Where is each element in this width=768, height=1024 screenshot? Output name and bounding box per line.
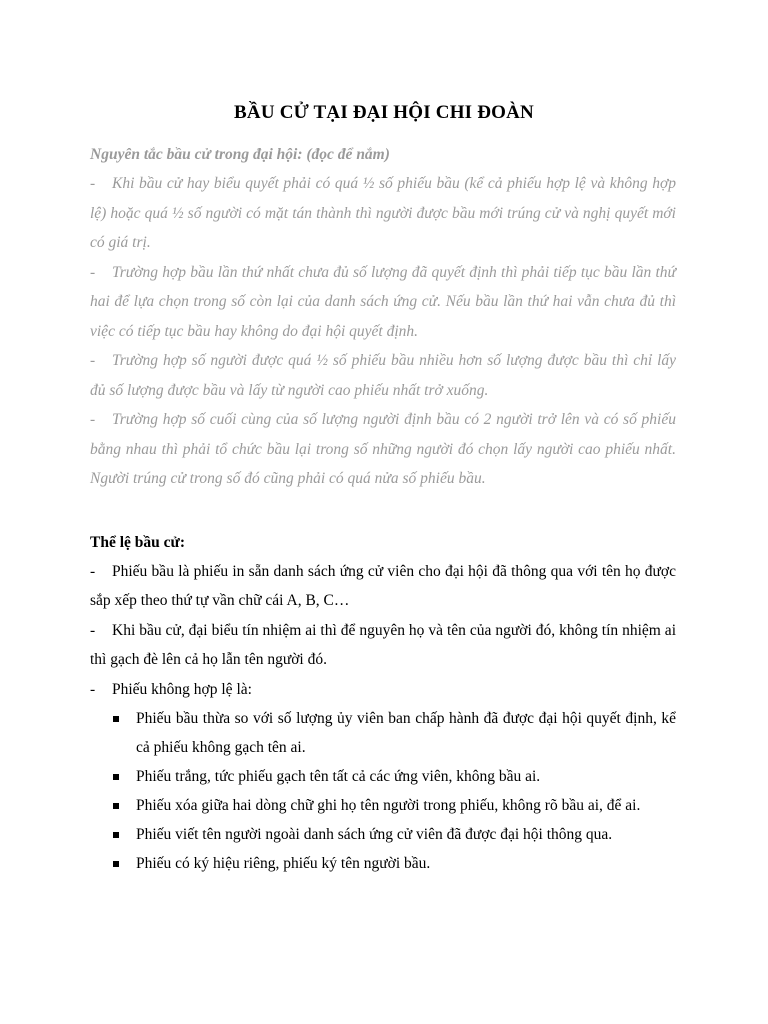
dash-marker: - (90, 621, 96, 639)
invalid-ballot-item (113, 820, 676, 849)
square-bullet-icon (113, 716, 119, 722)
invalid-ballot-text: Phiếu trắng, tức phiếu gạch tên tất cả các ứng viên, không bầu ai. (136, 768, 541, 785)
square-bullet-icon (113, 861, 119, 867)
square-bullet-icon (113, 774, 119, 780)
invalid-ballot-list (90, 704, 676, 878)
principle-item (90, 405, 676, 494)
dash-marker: - (90, 562, 96, 580)
principles-section (90, 140, 676, 494)
rule-text: Khi bầu cử, đại biểu tín nhiệm ai thì để nguyên họ và tên của người đó, không tín nhiệm ai thì gạch đè lên cả họ lẫn tên người đó. (90, 621, 676, 668)
principle-item (90, 346, 676, 405)
principle-item (90, 258, 676, 347)
principles-heading: Nguyên tắc bầu cử trong đại hội: (đọc để nắm) (90, 146, 390, 163)
document-body (90, 140, 676, 878)
dash-marker: - (90, 263, 96, 281)
principle-text: Trường hợp bầu lần thứ nhất chưa đủ số lượng đã quyết định thì phải tiếp tục bầu lần thứ hai để lựa chọn trong số còn lại của danh sách ứng cử. Nếu bầu lần thứ hai vẫn chưa đủ thì việc có tiếp tục bầu hay không do đại hội quyết định. (90, 263, 676, 340)
rule-item (90, 557, 676, 616)
invalid-ballot-text: Phiếu xóa giữa hai dòng chữ ghi họ tên người trong phiếu, không rõ bầu ai, để ai. (136, 797, 641, 814)
invalid-ballot-item (113, 791, 676, 820)
principle-text: Trường hợp số cuối cùng của số lượng người định bầu có 2 người trở lên và có số phiếu bằng nhau thì phải tổ chức bầu lại trong số những người đó chọn lấy người cao phiếu nhất. Người trúng cử trong số đó cũng phải có quá nửa số phiếu bầu. (90, 411, 676, 487)
rules-section (90, 528, 676, 879)
rule-text: Phiếu không hợp lệ là: (112, 680, 252, 698)
dash-marker: - (90, 411, 96, 428)
invalid-ballot-item (113, 762, 676, 791)
rule-item (90, 675, 676, 705)
document-title: BẦU CỬ TẠI ĐẠI HỘI CHI ĐOÀN (234, 102, 534, 123)
invalid-ballot-item (113, 849, 676, 878)
square-bullet-icon (113, 832, 119, 838)
rule-item (90, 616, 676, 675)
dash-marker: - (90, 352, 96, 369)
square-bullet-icon (113, 803, 119, 809)
invalid-ballot-item (113, 704, 676, 762)
invalid-ballot-text: Phiếu viết tên người ngoài danh sách ứng cử viên đã được đại hội thông qua. (136, 826, 613, 843)
principle-text: Trường hợp số người được quá ½ số phiếu bầu nhiều hơn số lượng được bầu thì chỉ lấy đủ số lượng được bầu và lấy từ người cao phiếu nhất trở xuống. (90, 352, 676, 399)
principle-text: Khi bầu cử hay biểu quyết phải có quá ½ số phiếu bầu (kể cả phiếu hợp lệ và không hợp lệ) hoặc quá ½ số người có mặt tán thành thì người được bầu mới trúng cử và nghị quyết mới có giá trị. (90, 175, 676, 251)
principle-item (90, 169, 676, 258)
dash-marker: - (90, 680, 96, 698)
dash-marker: - (90, 175, 96, 192)
invalid-ballot-text: Phiếu có ký hiệu riêng, phiếu ký tên người bầu. (136, 855, 431, 872)
invalid-ballot-text: Phiếu bầu thừa so với số lượng ủy viên ban chấp hành đã được đại hội quyết định, kể cả phiếu không gạch tên ai. (136, 710, 676, 756)
rule-text: Phiếu bầu là phiếu in sẵn danh sách ứng cử viên cho đại hội đã thông qua với tên họ được sắp xếp theo thứ tự vần chữ cái A, B, C… (90, 562, 676, 609)
rules-heading: Thể lệ bầu cử: (90, 533, 185, 551)
